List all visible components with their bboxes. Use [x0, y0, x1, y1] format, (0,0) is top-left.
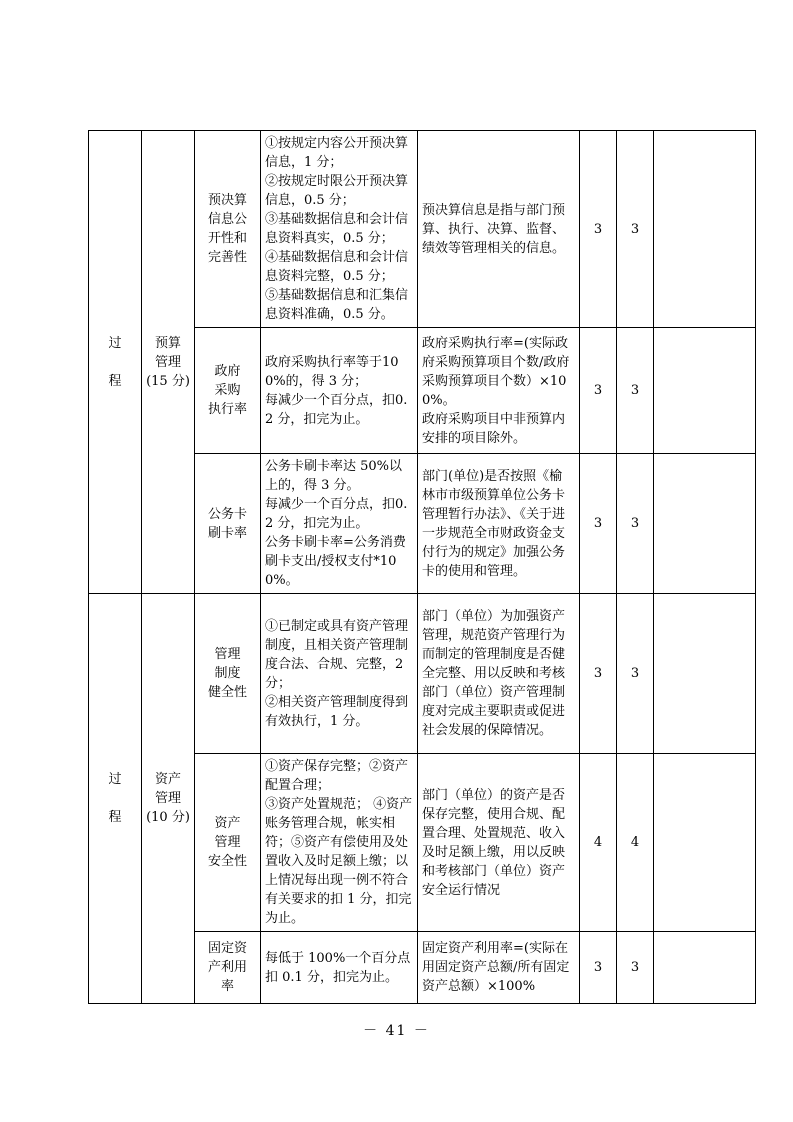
table-row [89, 131, 756, 328]
explanation-cell: 政府采购执行率=(实际政府采购预算项目个数/政府采购预算项目个数）×100%。 政府采购项目中非预算内安排的项目除外。 [418, 328, 580, 454]
level1-cell: 过 程 [89, 131, 142, 594]
explanation-cell: 部门（单位）的资产是否保存完整，使用合规、配置合理、处置规范、收入及时足额上缴，用以反映和考核部门（单位）资产安全运行情况 [418, 754, 580, 932]
page-number: － 41 － [363, 1023, 430, 1039]
score-cell: 3 [617, 932, 654, 1004]
table-row [89, 594, 756, 754]
weight-cell: 3 [580, 594, 617, 754]
standard-cell: 政府采购执行率等于100%的，得 3 分； 每减少一个百分点，扣0.2 分，扣完为止。 [261, 328, 418, 454]
weight-cell: 3 [580, 932, 617, 1004]
score-cell: 3 [617, 454, 654, 594]
score-cell: 3 [617, 131, 654, 328]
weight-cell: 3 [580, 131, 617, 328]
explanation-cell: 部门(单位)是否按照《榆林市市级预算单位公务卡管理暂行办法》、《关于进一步规范全市财政资金支付行为的规定》加强公务卡的使用和管理。 [418, 454, 580, 594]
level2-cell: 资产 管理 (10 分) [142, 594, 195, 1004]
level2-cell: 预算 管理 (15 分) [142, 131, 195, 594]
standard-cell: ①按规定内容公开预决算信息，1 分； ②按规定时限公开预决算信息，0.5 分； ③基础数据信息和会计信息资料真实，0.5 分； ④基础数据信息和会计信息资料完整，0.5 分； ⑤基础数据信息和汇集信息资料准确，0.5 分。 [261, 131, 418, 328]
explanation-cell: 固定资产利用率=(实际在用固定资产总额/所有固定资产总额）×100% [418, 932, 580, 1004]
indicator-cell: 政府 采购 执行率 [195, 328, 261, 454]
score-cell: 3 [617, 594, 654, 754]
weight-cell: 3 [580, 328, 617, 454]
remarks-cell [654, 594, 756, 754]
remarks-cell [654, 932, 756, 1004]
indicator-cell: 资产 管理 安全性 [195, 754, 261, 932]
indicator-cell: 固定资 产利用 率 [195, 932, 261, 1004]
remarks-cell [654, 131, 756, 328]
explanation-cell: 预决算信息是指与部门预算、执行、决算、监督、绩效等管理相关的信息。 [418, 131, 580, 328]
level1-cell: 过 程 [89, 594, 142, 1004]
weight-cell: 4 [580, 754, 617, 932]
remarks-cell [654, 328, 756, 454]
score-cell: 4 [617, 754, 654, 932]
standard-cell: ①资产保存完整；②资产配置合理； ③资产处置规范； ④资产账务管理合规，帐实相符；⑤资产有偿使用及处置收入及时足额上缴；以上情况每出现一例不符合有关要求的扣 1 分，扣完为止。 [261, 754, 418, 932]
evaluation-table [88, 130, 756, 1004]
indicator-cell: 预决算 信息公 开性和 完善性 [195, 131, 261, 328]
score-cell: 3 [617, 328, 654, 454]
standard-cell: 公务卡刷卡率达 50%以上的，得 3 分。 每减少一个百分点，扣0.2 分，扣完为止。 公务卡刷卡率=公务消费刷卡支出/授权支付*100%。 [261, 454, 418, 594]
remarks-cell [654, 454, 756, 594]
remarks-cell [654, 754, 756, 932]
standard-cell: ①已制定或具有资产管理制度，且相关资产管理制度合法、合规、完整，2 分； ②相关资产管理制度得到有效执行，1 分。 [261, 594, 418, 754]
indicator-cell: 公务卡 刷卡率 [195, 454, 261, 594]
weight-cell: 3 [580, 454, 617, 594]
standard-cell: 每低于 100%一个百分点扣 0.1 分，扣完为止。 [261, 932, 418, 1004]
indicator-cell: 管理 制度 健全性 [195, 594, 261, 754]
explanation-cell: 部门（单位）为加强资产管理，规范资产管理行为而制定的管理制度是否健全完整、用以反映和考核部门（单位）资产管理制度对完成主要职责或促进社会发展的保障情况。 [418, 594, 580, 754]
